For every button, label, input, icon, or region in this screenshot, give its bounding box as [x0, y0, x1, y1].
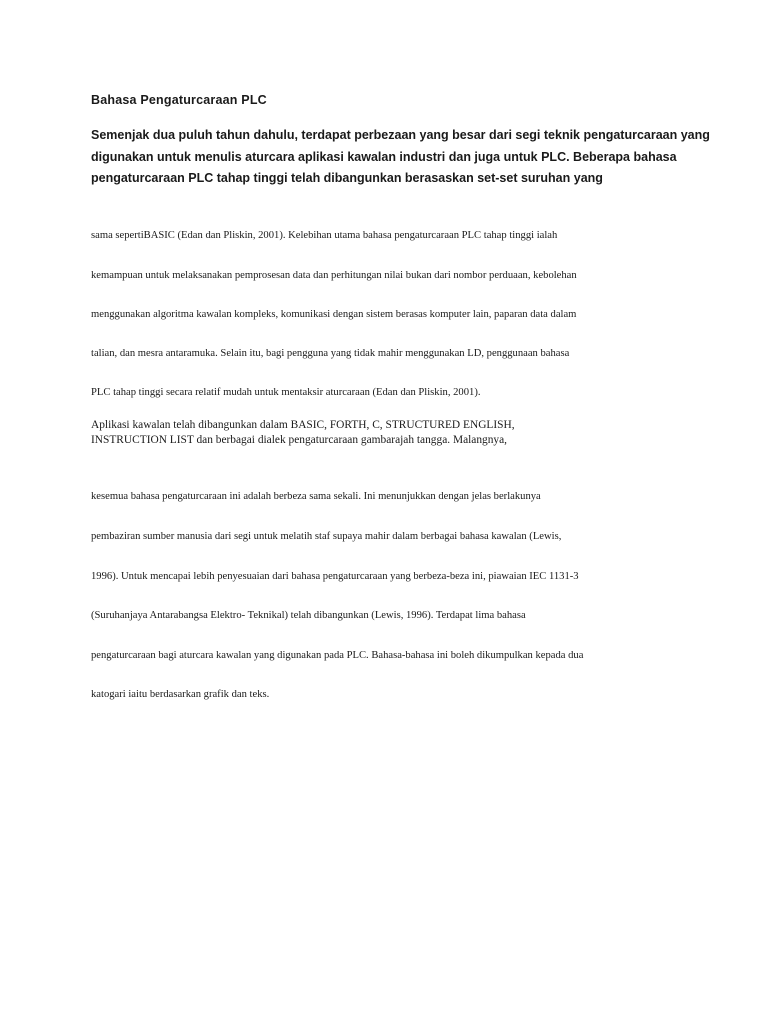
intro-line: Semenjak dua puluh tahun dahulu, terdapat perbezaan yang besar dari segi teknik pengaturcaraan yang	[91, 128, 710, 142]
paragraph3-line: (Suruhanjaya Antarabangsa Elektro- Teknikal) telah dibangunkan (Lewis, 1996). Terdapat lima bahasa	[91, 610, 526, 621]
paragraph1-line: talian, dan mesra antaramuka. Selain itu, bagi pengguna yang tidak mahir menggunakan LD, penggunaan bahasa	[91, 348, 570, 359]
paragraph1-line: PLC tahap tinggi secara relatif mudah untuk mentaksir aturcaraan (Edan dan Pliskin, 2001).	[91, 387, 481, 398]
intro-line: pengaturcaraan PLC tahap tinggi telah dibangunkan berasaskan set-set suruhan yang	[91, 171, 603, 185]
intro-paragraph	[91, 125, 710, 190]
paragraph1-line: sama sepertiBASIC (Edan dan Pliskin, 2001). Kelebihan utama bahasa pengaturcaraan PLC tahap tinggi ialah	[91, 230, 558, 241]
paragraph3-line: katogari iaitu berdasarkan grafik dan teks.	[91, 689, 270, 700]
paragraph2	[91, 418, 515, 448]
paragraph1-line: menggunakan algoritma kawalan kompleks, komunikasi dengan sistem berasas komputer lain, paparan data dalam	[91, 309, 577, 320]
document-title: Bahasa Pengaturcaraan PLC	[91, 93, 267, 107]
intro-line: digunakan untuk menulis aturcara aplikasi kawalan industri dan juga untuk PLC. Beberapa bahasa	[91, 149, 677, 164]
paragraph2-line: Aplikasi kawalan telah dibangunkan dalam BASIC, FORTH, C, STRUCTURED ENGLISH,	[91, 419, 515, 431]
paragraph1-line: kemampuan untuk melaksanakan pemprosesan data dan perhitungan nilai bukan dari nombor perduaan, kebolehan	[91, 270, 577, 281]
paragraph2-line: INSTRUCTION LIST dan berbagai dialek pengaturcaraan gambarajah tangga. Malangnya,	[91, 434, 508, 446]
paragraph3-line: 1996). Untuk mencapai lebih penyesuaian dari bahasa pengaturcaraan yang berbeza-beza ini, piawaian IEC 1131-3	[91, 571, 579, 582]
paragraph3-line: pengaturcaraan bagi aturcara kawalan yang digunakan pada PLC. Bahasa-bahasa ini boleh dikumpulkan kepada dua	[91, 650, 584, 661]
paragraph3-line: pembaziran sumber manusia dari segi untuk melatih staf supaya mahir dalam berbagai bahasa kawalan (Lewis,	[91, 531, 562, 542]
paragraph3-line: kesemua bahasa pengaturcaraan ini adalah berbeza sama sekali. Ini menunjukkan dengan jelas berlakunya	[91, 491, 541, 502]
